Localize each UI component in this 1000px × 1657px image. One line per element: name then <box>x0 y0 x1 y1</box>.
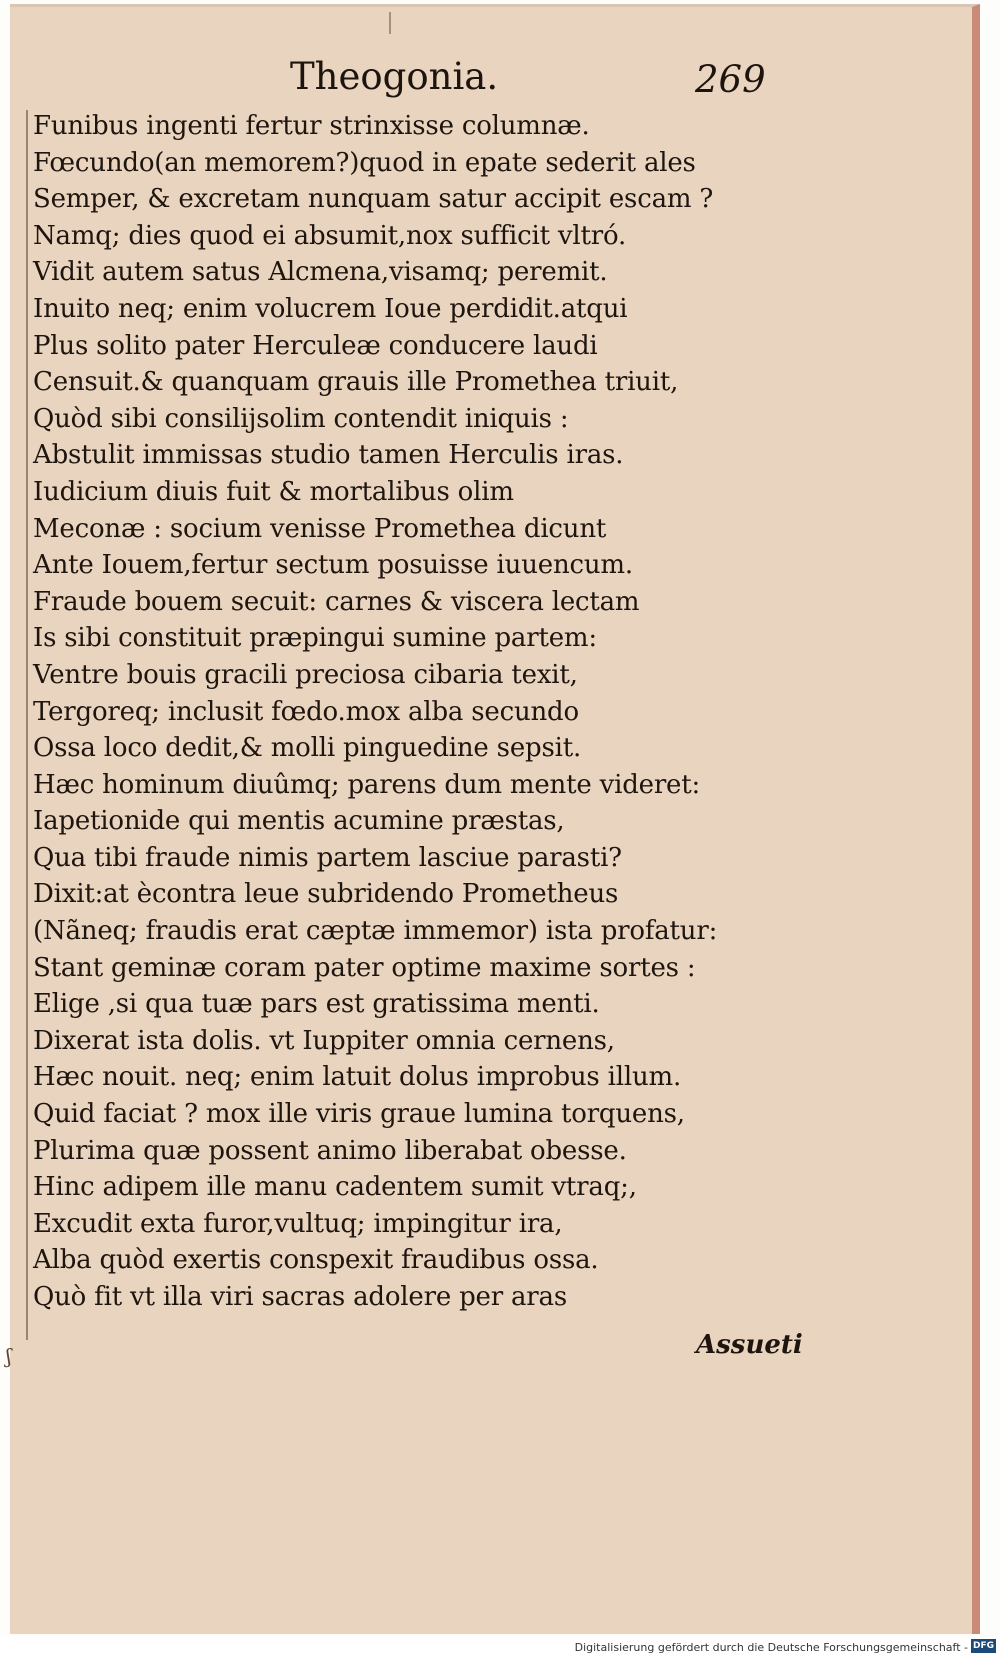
margin-mark: ʃ <box>6 1344 12 1368</box>
verse-line: Tergoreq; inclusit fœdo.mox alba secundo <box>33 696 579 727</box>
verse-line: Funibus ingenti fertur strinxisse columnæ. <box>33 111 590 141</box>
verse-line: Plus solito pater Herculeæ conducere laudi <box>33 330 598 361</box>
catchword: Assueti <box>696 1330 803 1360</box>
dfg-logo-icon: DFG <box>972 1641 994 1651</box>
footer-credit: Digitalisierung gefördert durch die Deutsche Forschungsgemeinschaft - <box>574 1641 968 1654</box>
verse-line: Quòd sibi consilijsolim contendit iniquis : <box>33 403 569 434</box>
verse-line: Meconæ : socium venisse Promethea dicunt <box>33 513 607 544</box>
verse-line: Hæc hominum diuûmq; parens dum mente videret: <box>33 769 701 800</box>
verse-line: Is sibi constituit præpingui sumine partem: <box>33 623 597 654</box>
verse-line: Iapetionide qui mentis acumine præstas, <box>33 806 565 837</box>
verse-line: Vidit autem satus Alcmena,visamq; peremit. <box>33 257 608 288</box>
verse-line: Stant geminæ coram pater optime maxime sortes : <box>33 952 696 983</box>
verse-line: Fraude bouem secuit: carnes & viscera lectam <box>33 586 640 617</box>
verse-line: Abstulit immissas studio tamen Herculis iras. <box>33 440 624 471</box>
verse-text <box>33 108 773 1316</box>
verse-line: Ventre bouis gracili preciosa cibaria texit, <box>33 659 578 690</box>
verse-line: Namq; dies quod ei absumit,nox sufficit vltró. <box>33 220 627 251</box>
verse-line: Qua tibi fraude nimis partem lasciue parasti? <box>33 842 622 873</box>
verse-line: Ante Iouem,fertur sectum posuisse iuuencum. <box>33 550 633 581</box>
verse-line: Excudit exta furor,vultuq; impingitur ira, <box>33 1208 563 1239</box>
verse-line: Hinc adipem ille manu cadentem sumit vtraq;, <box>33 1172 637 1203</box>
verse-line: Plurima quæ possent animo liberabat obesse. <box>33 1135 627 1166</box>
verse-line: Inuito neq; enim volucrem Ioue perdidit.atqui <box>33 293 628 324</box>
verse-line: Dixerat ista dolis. vt Iuppiter omnia cernens, <box>33 1025 615 1056</box>
running-title: Theogonia. <box>290 55 499 98</box>
page-number: 269 <box>695 58 766 101</box>
verse-line: Ossa loco dedit,& molli pinguedine sepsit. <box>33 733 582 764</box>
verse-line: Elige ,si qua tuæ pars est gratissima menti. <box>33 989 600 1020</box>
verse-line: Alba quòd exertis conspexit fraudibus ossa. <box>33 1245 599 1276</box>
page-mark <box>389 12 391 34</box>
margin-rule <box>26 110 28 1340</box>
verse-line: Quò fit vt illa viri sacras adolere per aras <box>33 1282 567 1312</box>
verse-line: Quid faciat ? mox ille viris graue lumina torquens, <box>33 1099 685 1130</box>
verse-line: Semper, & excretam nunquam satur accipit escam ? <box>33 184 714 215</box>
verse-line: (Nãneq; fraudis erat cæptæ immemor) ista profatur: <box>33 916 718 947</box>
verse-line: Iudicium diuis fuit & mortalibus olim <box>33 476 514 507</box>
verse-line: Fœcundo(an memorem?)quod in epate sederit ales <box>33 147 696 178</box>
verse-line: Censuit.& quanquam grauis ille Promethea triuit, <box>33 367 679 398</box>
verse-line: Dixit:at ècontra leue subridendo Prometheus <box>33 879 619 910</box>
verse-line: Hæc nouit. neq; enim latuit dolus improbus illum. <box>33 1062 682 1093</box>
